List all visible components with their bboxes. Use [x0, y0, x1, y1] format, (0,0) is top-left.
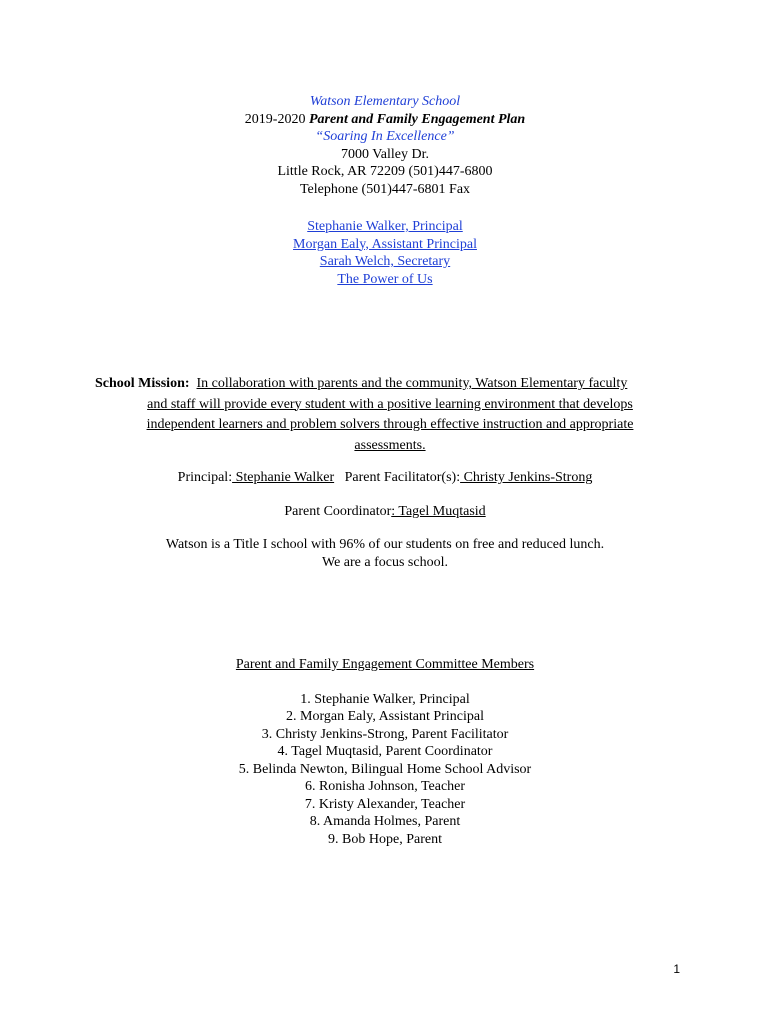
- plan-title: Parent and Family Engagement Plan: [308, 111, 526, 127]
- title-note-line-1: Watson is a Title I school with 96% of our students on free and reduced lunch.: [165, 537, 605, 552]
- title-i-note: [0, 536, 770, 571]
- list-item: 3. Christy Jenkins-Strong, Parent Facilitator: [261, 726, 509, 742]
- document-header: [0, 93, 770, 198]
- mission-line-1: In collaboration with parents and the community, Watson Elementary faculty: [196, 376, 628, 391]
- link-secretary[interactable]: Sarah Welch, Secretary: [319, 254, 451, 269]
- list-item: 4. Tagel Muqtasid, Parent Coordinator: [277, 744, 493, 759]
- mission-line-2: and staff will provide every student with a positive learning environment that develops: [147, 396, 633, 412]
- staff-links: [0, 218, 770, 288]
- list-item: 8. Amanda Holmes, Parent: [309, 814, 461, 829]
- list-item: 6. Ronisha Johnson, Teacher: [304, 779, 466, 794]
- facilitator-name: Christy Jenkins-Strong: [460, 470, 593, 485]
- list-item: 1. Stephanie Walker, Principal: [300, 691, 470, 707]
- school-name: Watson Elementary School: [309, 94, 461, 109]
- title-note-line-2: We are a focus school.: [322, 554, 448, 570]
- coordinator-label: Parent Coordinator: [284, 504, 392, 519]
- plan-title-line: [0, 111, 770, 129]
- list-item: 5. Belinda Newton, Bilingual Home School Advisor: [238, 761, 532, 777]
- committee-list: [0, 691, 770, 849]
- school-mission: [95, 374, 685, 456]
- list-item: 7. Kristy Alexander, Teacher: [304, 796, 466, 812]
- link-assistant-principal[interactable]: Morgan Ealy, Assistant Principal: [293, 236, 477, 252]
- fax-line: Telephone (501)447-6801 Fax: [299, 181, 471, 197]
- facilitator-label: Parent Facilitator(s):: [344, 470, 461, 485]
- principal-label: Principal:: [177, 470, 233, 485]
- plan-year: 2019-2020: [244, 111, 309, 127]
- link-power-of-us[interactable]: The Power of Us: [337, 271, 433, 287]
- committee-heading: Parent and Family Engagement Committee Members: [235, 657, 535, 672]
- address-street: 7000 Valley Dr.: [340, 146, 429, 162]
- list-item: 2. Morgan Ealy, Assistant Principal: [286, 709, 484, 724]
- mission-label: School Mission:: [95, 376, 190, 391]
- mission-line-3: independent learners and problem solvers through effective instruction and appropriate: [146, 417, 634, 432]
- principal-facilitator-line: [0, 469, 770, 487]
- principal-name: Stephanie Walker: [232, 470, 335, 485]
- committee-section: [0, 656, 770, 848]
- coordinator-line: [0, 503, 770, 521]
- list-item: 9. Bob Hope, Parent: [328, 831, 442, 847]
- link-principal[interactable]: Stephanie Walker, Principal: [307, 219, 463, 234]
- page-number: 1: [673, 962, 680, 976]
- mission-line-4: assessments.: [354, 437, 426, 453]
- address-city-phone: Little Rock, AR 72209 (501)447-6800: [277, 164, 493, 179]
- school-motto: “Soaring In Excellence”: [315, 129, 455, 144]
- coordinator-name: : Tagel Muqtasid: [391, 504, 486, 519]
